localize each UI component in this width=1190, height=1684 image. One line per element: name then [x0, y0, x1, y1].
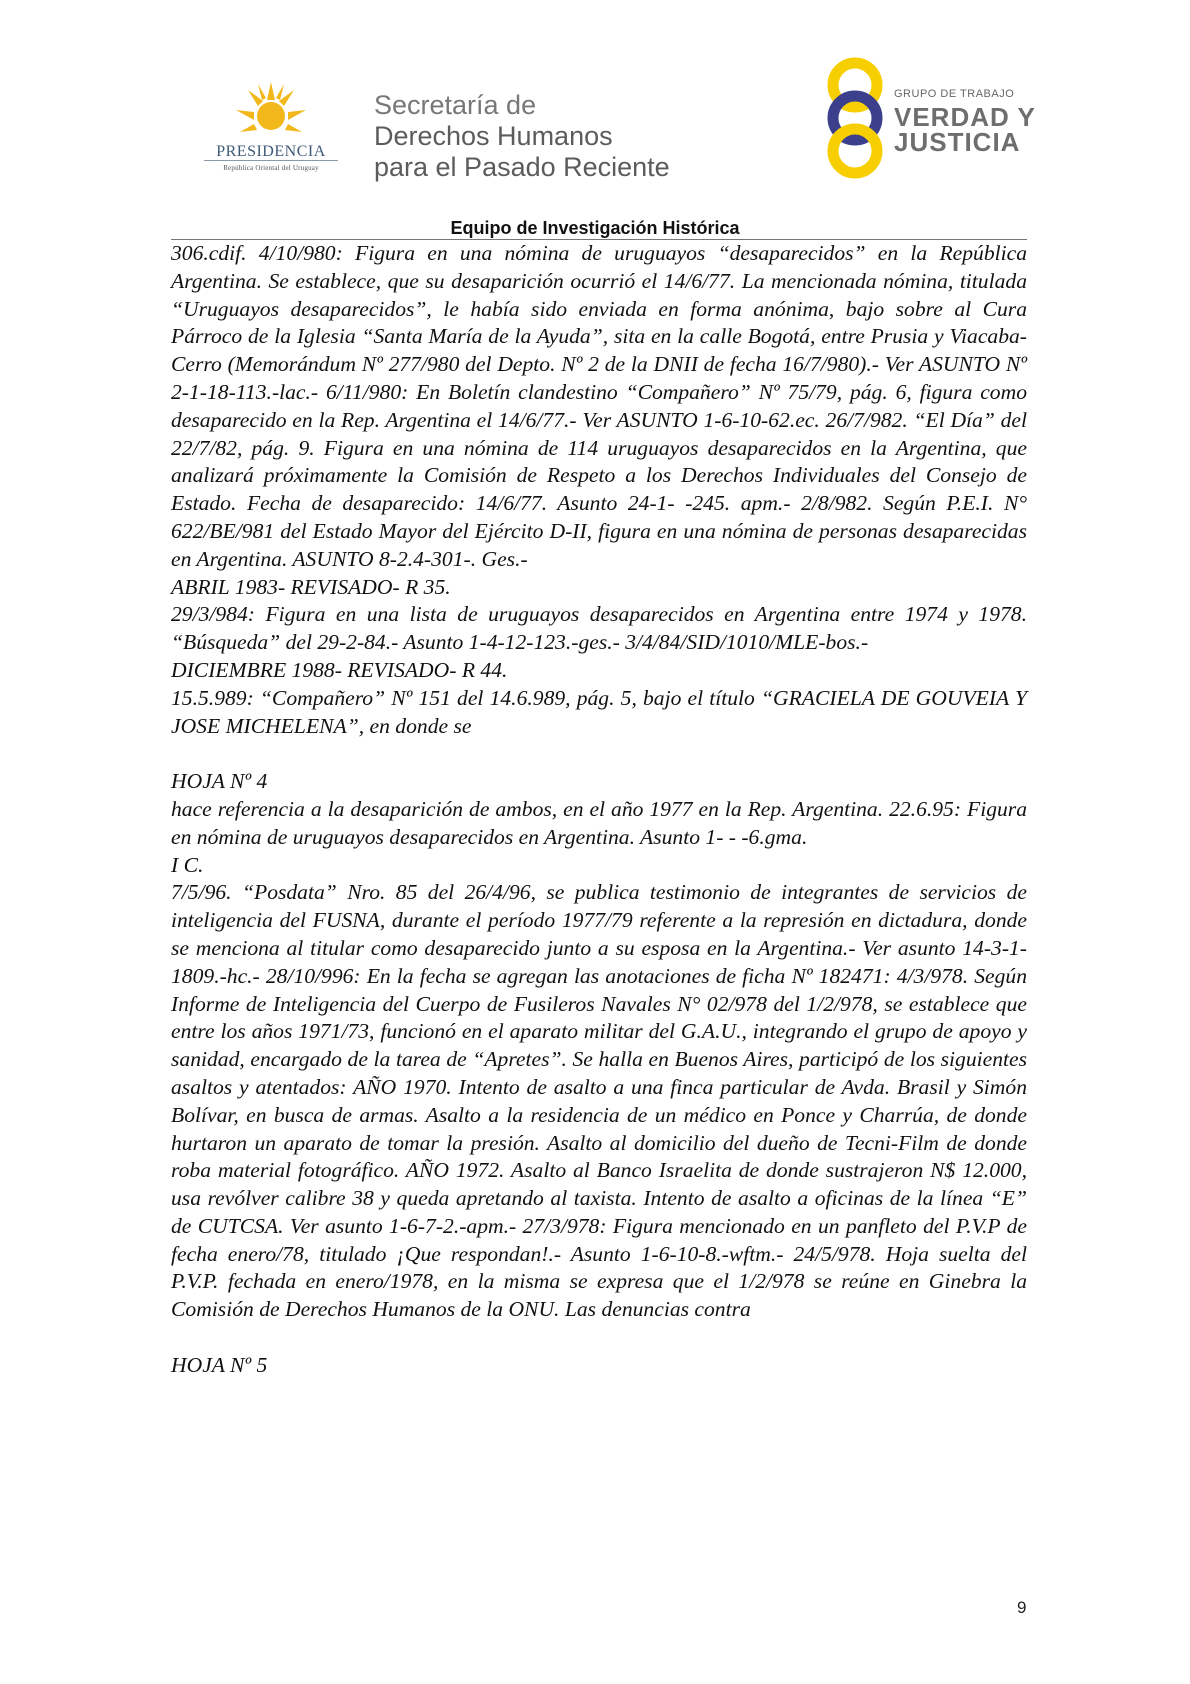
paragraph: ABRIL 1983- REVISADO- R 35.	[171, 574, 451, 599]
sheet-label: HOJA Nº 4	[171, 769, 268, 794]
paragraph: I C.	[171, 852, 204, 877]
paragraph: 306.cdif. 4/10/980: Figura en una nómina de uruguayos “desaparecidos” en la República Argentina. Se establece, que su desaparición ocurrió el 14/6/77. La mencionada nómina, titulada “Uruguayos desaparecidos”, le había sido enviada en forma anónima, bajo sobre al Cura Párroco de la Iglesia “Santa María de la Ayuda”, sita en la calle Bogotá, entre Prusia y Viacaba- Cerro (Memorándum Nº 277/980 del Depto. Nº 2 de la DNII de fecha 16/7/980).- Ver ASUNTO Nº 2-1-18-113.-lac.- 6/11/980: En Boletín clandestino “Compañero” Nº 75/79, pág. 6, figura como desaparecido en la Rep. Argentina el 14/6/77.- Ver ASUNTO 1-6-10-62.ec. 26/7/982. “El Día” del 22/7/82, pág. 9. Figura en una nómina de 114 uruguayos desaparecidos en la Argentina, que analizará próximamente la Comisión de Respeto a los Derechos Individuales del Consejo de Estado. Fecha de desaparecido: 14/6/77. Asunto 24-1- -245. apm.- 2/8/982. Según P.E.I. N° 622/BE/981 del Estado Mayor del Ejército D-II, figura en una nómina de personas desaparecidas en Argentina. ASUNTO 8-2.4-301-. Ges.-	[171, 241, 1027, 571]
page-number: 9	[1017, 1598, 1027, 1617]
grupo-trabajo-logo	[820, 56, 1036, 181]
secretaria-line-3: para el Pasado Reciente	[374, 152, 670, 182]
presidencia-subtitle: República Oriental del Uruguay	[223, 164, 319, 172]
verdad-label: VERDAD Y	[894, 102, 1036, 132]
secretaria-title	[374, 90, 670, 183]
secretaria-line-2: Derechos Humanos	[374, 121, 613, 151]
paragraph: 29/3/984: Figura en una lista de uruguayos desaparecidos en Argentina entre 1974 y 1978. “Búsqueda” del 29-2-84.- Asunto 1-4-12-123.-ges.- 3/4/84/SID/1010/MLE-bos.-	[171, 602, 1027, 655]
paragraph: 15.5.989: “Compañero” Nº 151 del 14.6.989, pág. 5, bajo el título “GRACIELA DE GOUVEIA Y JOSE MICHELENA”, en donde se	[171, 685, 1027, 738]
secretaria-line-1: Secretaría de	[374, 90, 537, 120]
interlocked-rings-icon	[820, 56, 890, 181]
blank-line	[171, 1324, 1027, 1352]
paragraph: hace referencia a la desaparición de ambos, en el año 1977 en la Rep. Argentina. 22.6.95: Figura en nómina de uruguayos desaparecidos en Argentina. Asunto 1- - -6.gma.	[171, 796, 1027, 849]
grupo-trabajo-label: GRUPO DE TRABAJO	[894, 88, 1015, 100]
document-body	[171, 240, 1027, 1380]
blank-line	[171, 740, 1027, 768]
presidencia-logo	[196, 80, 346, 180]
justicia-label: JUSTICIA	[894, 127, 1021, 157]
presidencia-name: PRESIDENCIA	[216, 143, 326, 160]
page-header	[0, 0, 1190, 238]
paragraph: 7/5/96. “Posdata” Nro. 85 del 26/4/96, se publica testimonio de integrantes de servicios de inteligencia del FUSNA, durante el período 1977/79 referente a la represión en dictadura, donde se menciona al titular como desaparecido junto a su esposa en la Argentina.- Ver asunto 14-3-1-1809.-hc.- 28/10/996: En la fecha se agregan las anotaciones de ficha Nº 182471: 4/3/978. Según Informe de Inteligencia del Cuerpo de Fusileros Navales N° 02/978 del 1/2/978, se establece que entre los años 1971/73, funcionó en el aparato militar del G.A.U., integrando el grupo de apoyo y sanidad, encargado de la tarea de “Apretes”. Se halla en Buenos Aires, participó de los siguientes asaltos y atentados: AÑO 1970. Intento de asalto a una finca particular de Avda. Brasil y Simón Bolívar, en busca de armas. Asalto a la residencia de un médico en Ponce y Charrúa, de donde hurtaron un aparato de tomar la presión. Asalto al domicilio del dueño de Tecni-Film de donde roba material fotográfico. AÑO 1972. Asalto al Banco Israelita de donde sustrajeron N$ 12.000, usa revólver calibre 38 y queda apretando al taxista. Intento de asalto a oficinas de la línea “E” de CUTCSA. Ver asunto 1-6-7-2.-apm.- 27/3/978: Figura mencionado en un panfleto del P.V.P de fecha enero/78, titulado ¡Que respondan!.- Asunto 1-6-10-8.-wftm.- 24/5/978. Hoja suelta del P.V.P. fechada en enero/1978, en la misma se expresa que el 1/2/978 se reúne en Ginebra la Comisión de Derechos Humanos de la ONU. Las denuncias contra	[171, 880, 1027, 1322]
paragraph: DICIEMBRE 1988- REVISADO- R 44.	[171, 657, 508, 682]
sheet-label: HOJA Nº 5	[171, 1352, 268, 1377]
equipo-heading: Equipo de Investigación Histórica	[450, 218, 740, 238]
sun-icon	[236, 80, 306, 142]
